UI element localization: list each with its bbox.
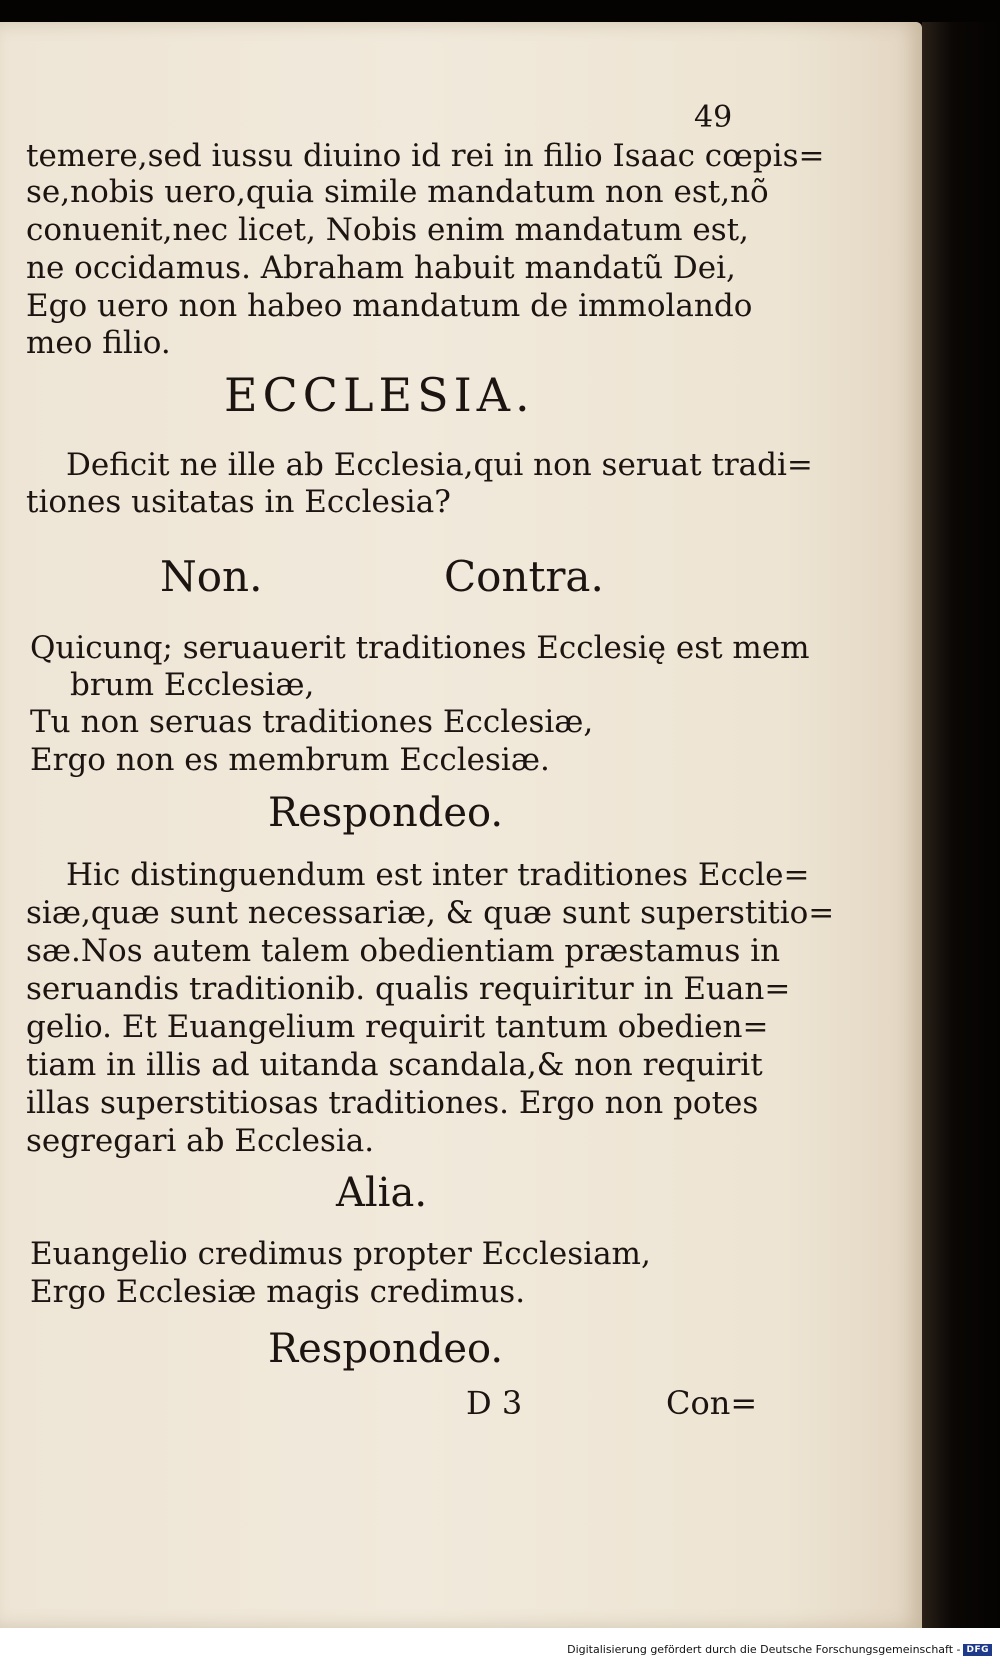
alia-heading: Alia. bbox=[336, 1170, 428, 1216]
response-line: sæ.Nos autem talem obedientiam præstamus in bbox=[26, 933, 781, 969]
heading-contra: Contra. bbox=[444, 552, 604, 601]
respondeo-heading: Respondeo. bbox=[268, 1326, 504, 1372]
text-line: Ego uero non habeo mandatum de immolando bbox=[26, 288, 753, 324]
response-line: Hic distinguendum est inter traditiones Eccle= bbox=[66, 857, 810, 893]
argument-line: Ergo non es membrum Ecclesiæ. bbox=[30, 742, 550, 778]
text-line: ne occidamus. Abraham habuit mandatũ Dei, bbox=[26, 250, 736, 286]
dfg-logo: DFG bbox=[963, 1644, 992, 1656]
response-line: seruandis traditionib. qualis requiritur in Euan= bbox=[26, 971, 791, 1007]
response-line: siæ,quæ sunt necessariæ, & quæ sunt superstitio= bbox=[26, 895, 835, 931]
argument-line: brum Ecclesiæ, bbox=[70, 667, 315, 703]
book-binding-gutter bbox=[922, 22, 1000, 1628]
question-line: Deficit ne ille ab Ecclesia,qui non seruat tradi= bbox=[66, 447, 813, 483]
response-line: gelio. Et Euangelium requirit tantum obedien= bbox=[26, 1009, 769, 1045]
text-line: se,nobis uero,quia simile mandatum non est,nõ bbox=[26, 174, 769, 210]
text-line: temere,sed iussu diuino id rei in filio Isaac cœpis= bbox=[26, 138, 825, 174]
response-line: tiam in illis ad uitanda scandala,& non requirit bbox=[26, 1047, 763, 1083]
signature-mark: D 3 bbox=[466, 1384, 523, 1422]
section-title: ECCLESIA. bbox=[224, 368, 535, 422]
folio-number: 49 bbox=[694, 100, 733, 135]
digitization-credit bbox=[567, 1643, 992, 1656]
heading-non: Non. bbox=[160, 552, 263, 601]
argument-line: Quicunq; seruauerit traditiones Ecclesię est mem bbox=[30, 630, 810, 666]
argument-line: Tu non seruas traditiones Ecclesiæ, bbox=[30, 704, 594, 740]
question-line: tiones usitatas in Ecclesia? bbox=[26, 484, 451, 520]
alia-line: Ergo Ecclesiæ magis credimus. bbox=[30, 1274, 526, 1310]
response-line: segregari ab Ecclesia. bbox=[26, 1123, 375, 1159]
respondeo-heading: Respondeo. bbox=[268, 790, 504, 836]
alia-line: Euangelio credimus propter Ecclesiam, bbox=[30, 1236, 651, 1272]
text-line: conuenit,nec licet, Nobis enim mandatum est, bbox=[26, 212, 749, 248]
response-line: illas superstitiosas traditiones. Ergo non potes bbox=[26, 1085, 759, 1121]
credit-text: Digitalisierung gefördert durch die Deutsche Forschungsgemeinschaft - bbox=[567, 1643, 961, 1656]
text-line: meo filio. bbox=[26, 325, 171, 361]
catchword: Con= bbox=[666, 1384, 758, 1422]
